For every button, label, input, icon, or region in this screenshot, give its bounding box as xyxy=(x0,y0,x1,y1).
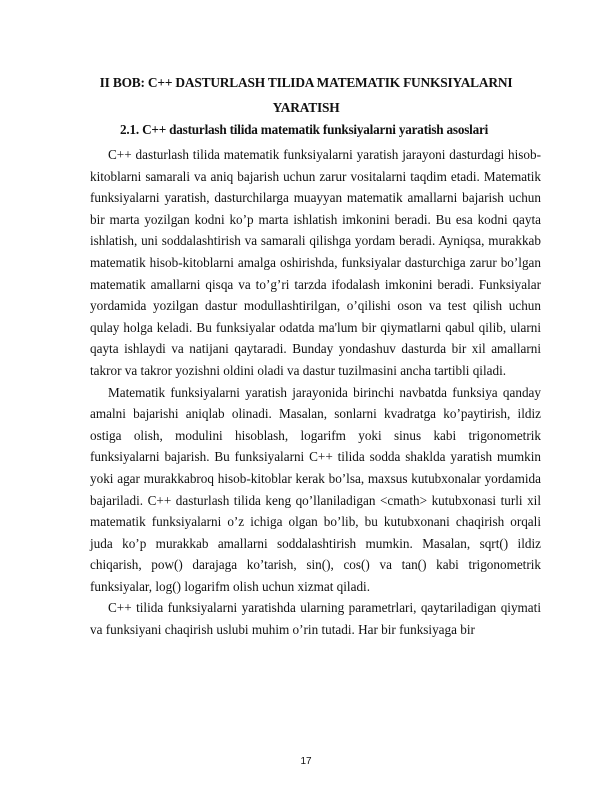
paragraph-1: C++ dasturlash tilida matematik funksiyalarni yaratish jarayoni dasturdagi hisob-kitoblarni samarali va aniq bajarish uchun zarur vositalarni taqdim etadi. Matematik funksiyalarni yaratish, dasturchilarga muayyan matematik amallarni bajarish uchun bir marta yozilgan kodni ko’p marta ishlatish imkonini beradi. Bu esa kodni qayta ishlatish, uni soddalashtirish va samarali qilishga yordam beradi. Ayniqsa, murakkab matematik hisob-kitoblarni amalga oshirishda, funksiyalar dasturchiga zarur bo’lgan matematik amallarni qisqa va to’g’ri tarzda ifodalash imkonini beradi. Funksiyalar yordamida yozilgan dastur modullashtirilgan, o’qilishi oson va test qilish uchun qulay holga keladi. Bu funksiyalar odatda ma'lum bir qiymatlarni qabul qilib, ularni qayta ishlaydi va natijani qaytaradi. Bunday yondashuv dasturda bir xil amallarni takror va takror yozishni oldini oladi va dastur tuzilmasini ancha tartibli qiladi. xyxy=(90,147,541,378)
chapter-title xyxy=(60,70,552,120)
paragraph-2: Matematik funksiyalarni yaratish jarayonida birinchi navbatda funksiya qanday amalni bajarishi aniqlab olinadi. Masalan, sonlarni kvadratga ko’paytirish, ildiz ostiga olish, modulini hisoblash, logarifm yoki sinus kabi trigonometrik funksiyalarni bajarish. Bu funksiyalarni C++ tilida sodda shaklda yaratish mumkin yoki agar murakkabroq hisob-kitoblar kerak bo’lsa, maxsus kutubxonalar yordamida bajariladi. C++ dasturlash tilida keng qo’llaniladigan <cmath> kutubxonasi turli xil matematik funksiyalarni o’z ichiga olgan bo’lib, bu kutubxonani chaqirish orqali juda ko’p murakkab amallarni soddalashtirish mumkin. Masalan, sqrt() ildiz chiqarish, pow() darajaga ko’tarish, sin(), cos() va tan() kabi trigonometrik funksiyalar, log() logarifm olish uchun xizmat qiladi. xyxy=(90,384,541,594)
chapter-title-line-1: II BOB: C++ DASTURLASH TILIDA MATEMATIK FUNKSIYALARNI xyxy=(99,75,513,90)
section-title: 2.1. C++ dasturlash tilida matematik funksiyalarni yaratish asoslari xyxy=(120,122,489,137)
body-text xyxy=(90,144,541,641)
chapter-title-line-2: YARATISH xyxy=(272,100,340,115)
page-number: 17 xyxy=(300,756,312,767)
paragraph-3: C++ tilida funksiyalarni yaratishda ularning parametrlari, qaytariladigan qiymati va funksiyani chaqirish uslubi muhim o’rin tutadi. Har bir funksiyaga bir xyxy=(90,600,541,638)
